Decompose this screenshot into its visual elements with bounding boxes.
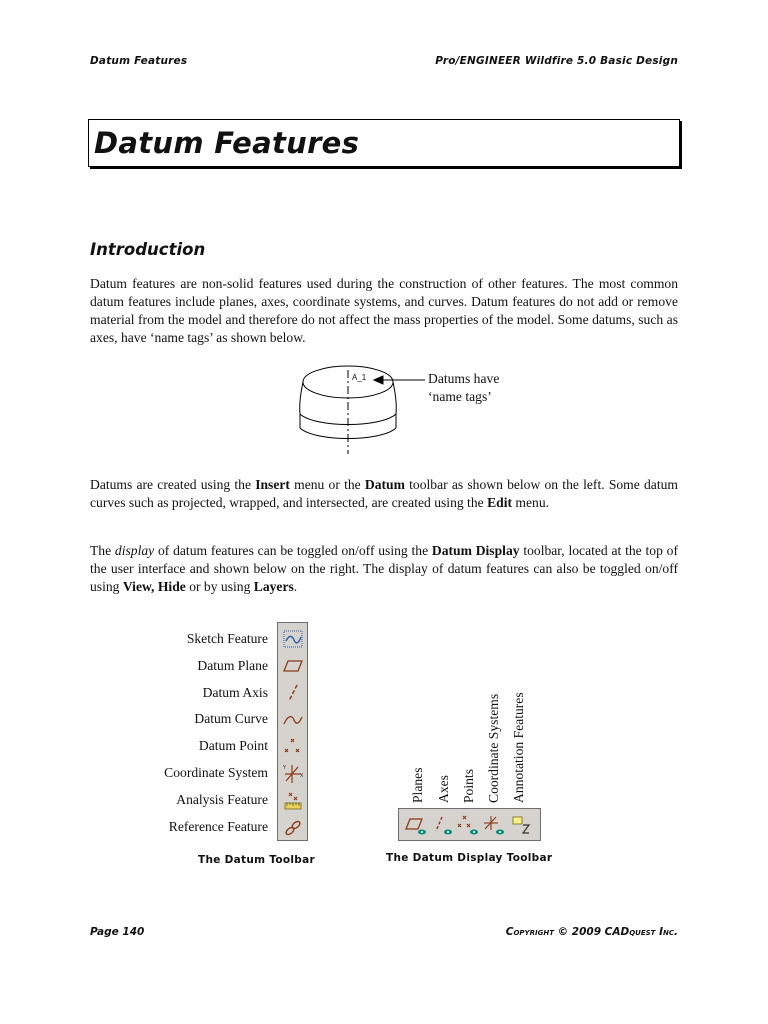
creation-paragraph xyxy=(90,476,678,512)
label-datum-point: Datum Point xyxy=(198,738,268,754)
text-run: of datum features can be toggled on/off using the xyxy=(154,543,432,558)
text-run: toolbar as shown below on the left. Some datum curves such as projected, wrapped, and intersected, are created using the xyxy=(90,477,678,510)
header-chapter-title: Datum Features xyxy=(90,55,188,67)
label-axes: Axes xyxy=(436,775,451,803)
label-coordinate-systems: Coordinate Systems xyxy=(486,693,501,803)
annotation-display-icon[interactable] xyxy=(510,814,534,836)
datum-plane-icon[interactable] xyxy=(282,655,304,677)
label-coordinate-system: Coordinate System xyxy=(164,764,268,780)
svg-text:X: X xyxy=(300,773,304,779)
insert-menu-ref: Insert xyxy=(255,477,290,492)
label-datum-curve: Datum Curve xyxy=(194,711,268,727)
datum-curve-icon[interactable] xyxy=(282,709,304,731)
reference-feature-icon[interactable] xyxy=(282,817,304,839)
display-toolbar-caption: The Datum Display Toolbar xyxy=(386,852,553,864)
display-paragraph xyxy=(90,542,678,596)
points-display-icon[interactable] xyxy=(456,814,480,836)
label-datum-axis: Datum Axis xyxy=(202,684,268,700)
svg-text:Y: Y xyxy=(283,765,287,771)
axes-display-icon[interactable] xyxy=(430,814,454,836)
sketch-icon[interactable] xyxy=(282,628,304,650)
datum-display-ref: Datum Display xyxy=(431,543,520,558)
datum-display-toolbar xyxy=(398,808,541,841)
datum-axis-icon[interactable] xyxy=(282,682,304,704)
coordinate-system-icon[interactable] xyxy=(282,763,304,785)
label-points: Points xyxy=(461,769,476,803)
callout-line-1: Datums have xyxy=(428,371,500,386)
label-analysis-feature: Analysis Feature xyxy=(176,791,268,807)
callout-line-2: ‘name tags’ xyxy=(428,389,492,404)
figure-callout xyxy=(428,370,499,406)
axis-name-tag: A_1 xyxy=(352,373,367,382)
leader-arrowhead xyxy=(374,376,383,384)
header-book-title: Pro/ENGINEER Wildfire 5.0 Basic Design xyxy=(435,55,678,67)
analysis-feature-icon[interactable] xyxy=(282,790,304,812)
label-datum-plane: Datum Plane xyxy=(197,657,268,673)
datum-toolbar-caption: The Datum Toolbar xyxy=(198,854,315,866)
planes-display-icon[interactable] xyxy=(404,814,428,836)
text-run: menu. xyxy=(512,495,550,510)
section-heading: Introduction xyxy=(90,240,206,259)
text-run: The xyxy=(90,543,115,558)
view-hide-ref: View, Hide xyxy=(122,579,186,594)
copyright: Copyright © 2009 CADquest Inc. xyxy=(505,926,678,938)
csys-display-icon[interactable] xyxy=(482,814,506,836)
datum-toolbar-labels xyxy=(164,630,268,844)
text-run: menu or the xyxy=(289,477,365,492)
edit-menu-ref: Edit xyxy=(487,495,513,510)
title-box xyxy=(88,119,680,167)
text-run: Datums are created using the xyxy=(90,477,256,492)
text-run: . xyxy=(293,579,298,594)
page-number: Page 140 xyxy=(90,926,145,938)
datum-toolbar xyxy=(277,622,308,841)
layers-ref: Layers xyxy=(253,579,294,594)
datum-toolbar-ref: Datum xyxy=(364,477,405,492)
label-planes: Planes xyxy=(410,767,425,803)
intro-paragraph: Datum features are non-solid features used during the construction of other features. The most common datum features include planes, axes, coordinate systems, and curves. Datum features do not add or remove material from the model and therefore do not affect the mass properties of the model. Some datums, such as axes, have ‘name tags’ as shown below. xyxy=(90,276,678,345)
page-title: Datum Features xyxy=(94,126,360,160)
label-annotation-features: Annotation Features xyxy=(511,692,526,803)
display-emphasis: display xyxy=(114,543,155,558)
datum-point-icon[interactable] xyxy=(282,736,304,758)
text-run: or by using xyxy=(185,579,254,594)
label-sketch-feature: Sketch Feature xyxy=(186,631,268,646)
label-reference-feature: Reference Feature xyxy=(168,818,268,834)
text-run: toolbar, located at the top of the user interface and shown below on the right. The display of datum features can also be toggled on/off using xyxy=(90,543,678,594)
